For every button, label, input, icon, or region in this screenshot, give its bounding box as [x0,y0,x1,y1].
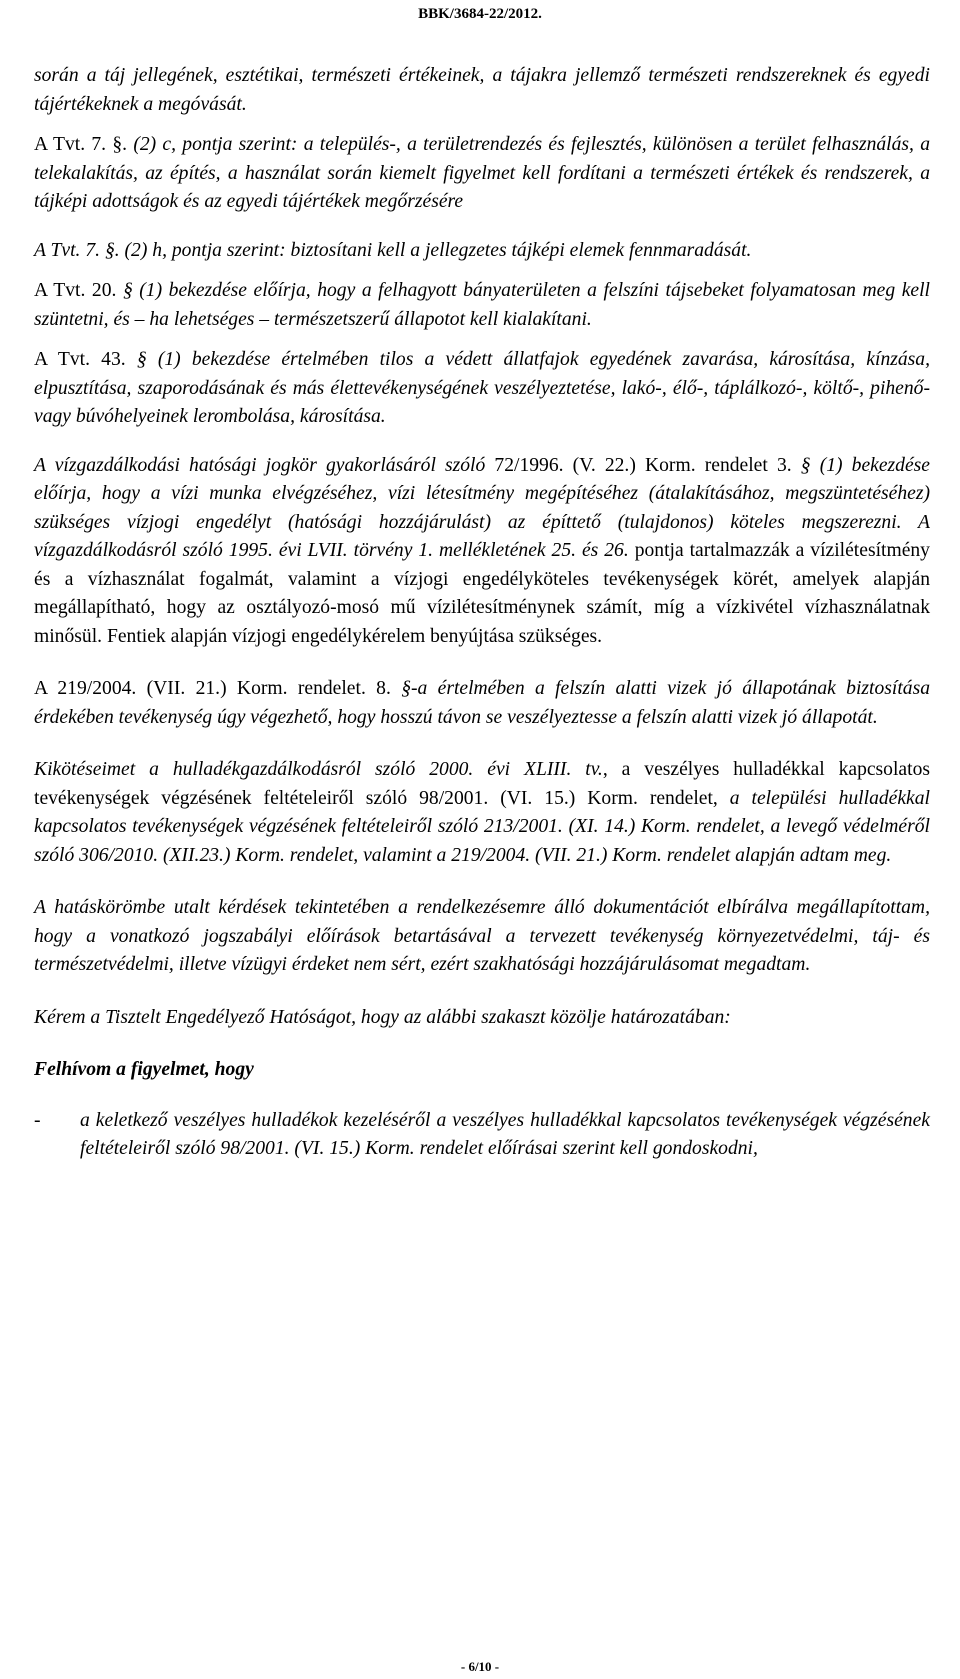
paragraph-tvt-43 [34,346,930,432]
paragraph-lead: A Tvt. 7. §. [34,134,134,155]
paragraph-text: (2) c, pontja szerint: a település-, a területrendezés és fejlesztés, különösen a terület felhasználás, a telekalakítás, az építés, a használat során kiemelt figyelmet kell fordítani a természeti értékek és rendszerek, a tájképi adottságok és az egyedi tájértékek megőrzésére [34,134,930,212]
paragraph-tvt-7-2h: A Tvt. 7. §. (2) h, pontja szerint: biztosítani kell a jellegzetes tájképi elemek fennmaradását. [34,239,752,261]
paragraph-text-c: § (1) bekezdése előírja, hogy a vízi munka elvégzéséhez, vízi létesítmény megépítéséhez (átalakításához, megszüntetéséhez) szükséges vízjogi engedélyt (hatósági hozzájárulást) az építtető (tulajdonos) köteles megszerezni. A vízgazdálkodásról szóló 1995. évi LVII. törvény 1. mellékletének 25. és 26. [34,454,930,561]
paragraph-text-b: 72/1996. (V. 22.) Korm. rendelet 3. [494,454,801,476]
paragraph-lead: A 219/2004. (VII. 21.) Korm. rendelet. 8. [34,678,402,699]
paragraph-text: § (1) bekezdése értelmében tilos a védett állatfajok egyedének zavarása, károsítása, kínzása, elpusztítása, szaporodásának és más élettevékenységének veszélyeztetése, lakó-, élő-, táplálkozó-, költő-, pihenő- vagy búvóhelyeinek lerombolása, károsítása. [34,349,930,427]
paragraph-text-a: Kikötéseimet a hulladékgazdálkodásról szóló 2000. évi XLIII. tv. [34,759,603,780]
paragraph-text: §-a értelmében a felszín alatti vizek jó állapotának biztosítása érdekében tevékenység úgy végezhető, hogy hosszú távon se veszélyeztesse a felszín alatti vizek jó állapotát. [34,678,931,728]
paragraph-219-2004 [34,675,930,732]
paragraph-lead: A Tvt. 20. [34,280,123,301]
bullet-dash: - [34,1109,41,1131]
paragraph-text-b: , a veszélyes hulladékkal kapcsolatos tevékenységek végzésének feltételeiről szóló 98/2001. (VI. 15.) Korm. rendelet, [34,759,930,809]
document-body [34,62,930,1164]
paragraph-text: § (1) bekezdése előírja, hogy a felhagyott bányaterületen a felszíni tájsebeket folyamatosan meg kell szüntetni, és – ha lehetséges – természetszerű állapotot kell kialakítani. [34,280,930,330]
paragraph-landscape: során a táj jellegének, esztétikai, természeti értékeinek, a tájakra jellemző természeti rendszereknek és egyedi tájértékeknek a megóvását. [34,65,930,115]
paragraph-water-management [34,452,930,652]
section-heading: Felhívom a figyelmet, hogy [34,1059,254,1080]
paragraph-conditions [34,756,930,870]
paragraph-tvt-20 [34,277,930,334]
paragraph-text-c: a települési hulladékkal kapcsolatos tevékenységek végzésének feltételeiről szóló 213/2001. (XI. 14.) Korm. rendelet, a levegő védelméről szóló 306/2010. (XII.23.) Korm. rendelet, valamint a 219/2004. (VII. 21.) Korm. rendelet alapján adtam meg. [34,787,930,866]
list-item-text: a keletkező veszélyes hulladékok kezeléséről a veszélyes hulladékkal kapcsolatos tevékenységek végzésének feltételeiről szóló 98/2001. (VI. 15.) Korm. rendelet előírásai szerint kell gondoskodni, [80,1109,930,1159]
paragraph-tvt-7-2c [34,131,930,217]
paragraph-text-d: pontja tartalmazzák a vízilétesítmény és a vízhasználat fogalmát, valamint a vízjogi engedélyköteles tevékenységek körét, amelyek alapján megállapítható, hogy az osztályozó-mosó mű vízilétesítménynek számít, míg a vízkivétel vízhasználatnak minősül. Fentiek alapján vízjogi engedélykérelem benyújtása szükséges. [34,540,930,647]
paragraph-decision: A hatáskörömbe utalt kérdések tekintetében a rendelkezésemre álló dokumentációt elbírálva megállapítottam, hogy a vonatkozó jogszabályi előírások betartásával a tervezett tevékenység környezetvédelmi, táj- és természetvédelmi, illetve vízügyi érdeket nem sért, ezért szakhatósági hozzájárulásomat megadtam. [34,897,930,975]
paragraph-request: Kérem a Tisztelt Engedélyező Hatóságot, hogy az alábbi szakaszt közölje határozatában: [34,1006,731,1028]
page-number: - 6/10 - [460,1659,500,1674]
list-item [34,1107,930,1164]
paragraph-text-a: A vízgazdálkodási hatósági jogkör gyakorlásáról szóló [34,454,495,476]
document-id-header: BBK/3684-22/2012. [418,6,542,22]
paragraph-lead: A Tvt. 43. [34,349,137,370]
